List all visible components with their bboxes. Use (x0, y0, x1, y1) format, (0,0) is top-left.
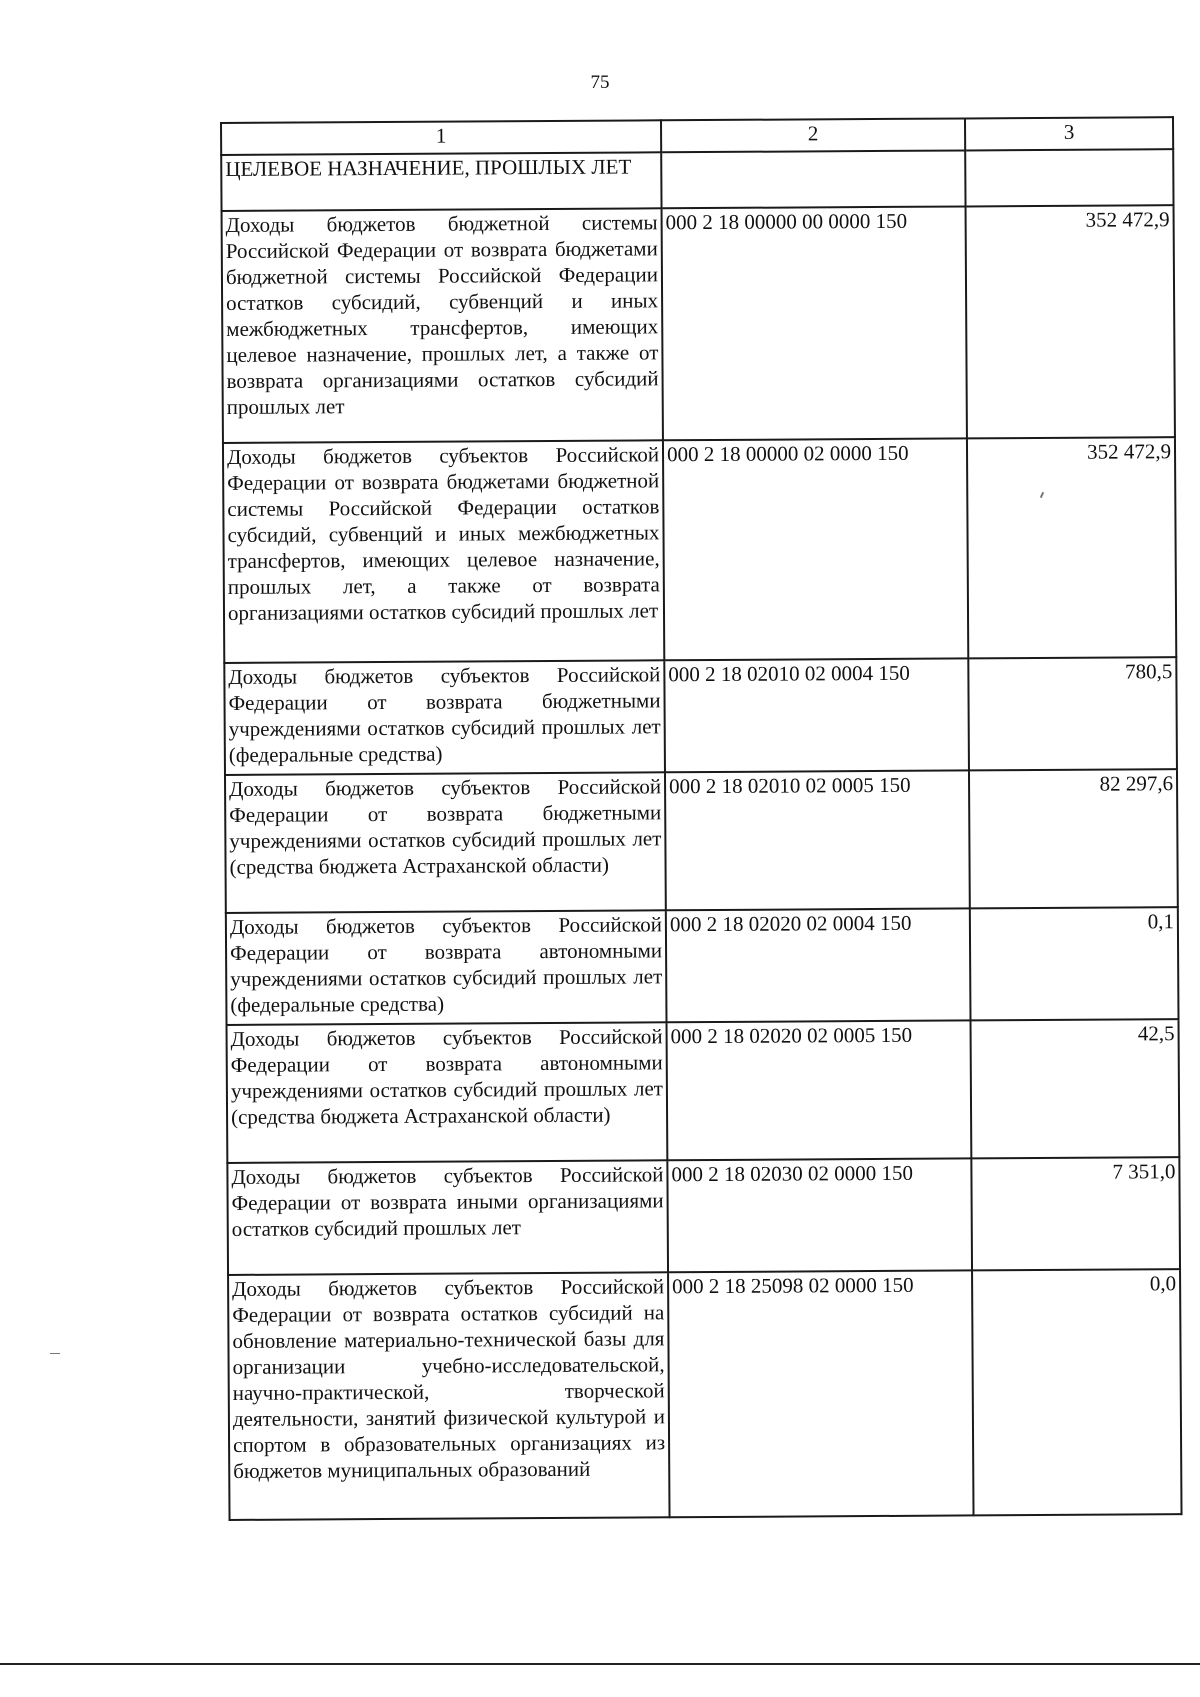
row-description: Доходы бюджетов субъектов Российской Федерации от возврата автономными учреждениями остатков субсидий прошлых лет (средства бюджета Астраханской области) (227, 1022, 668, 1163)
table-row (225, 769, 1178, 913)
row-sum (965, 149, 1173, 206)
bottom-rule (0, 1663, 1200, 1665)
scan-speck (50, 1353, 60, 1354)
row-description: Доходы бюджетов субъектов Российской Федерации от возврата бюджетными учреждениями остатков субсидий прошлых лет (федеральные средства) (224, 660, 665, 775)
header-col-3: 3 (965, 117, 1173, 150)
page-number: 75 (590, 72, 610, 93)
row-sum: 0,0 (972, 1269, 1181, 1515)
row-sum: 0,1 (970, 907, 1179, 1020)
row-description: ЦЕЛЕВОЕ НАЗНАЧЕНИЕ, ПРОШЛЫХ ЛЕТ (221, 152, 661, 211)
header-col-1: 1 (221, 120, 661, 155)
row-code: 000 2 18 02010 02 0004 150 (664, 658, 969, 772)
header-col-2: 2 (661, 118, 965, 152)
table-row (227, 1157, 1180, 1275)
row-code: 000 2 18 02020 02 0004 150 (666, 908, 971, 1022)
table-row (223, 437, 1176, 663)
row-sum: 7 351,0 (971, 1157, 1180, 1270)
row-description: Доходы бюджетов субъектов Российской Федерации от возврата бюджетными учреждениями остатков субсидий прошлых лет (средства бюджета Астраханской области) (225, 772, 666, 913)
row-sum: 352 472,9 (967, 437, 1176, 658)
row-code: 000 2 18 02030 02 0000 150 (667, 1158, 972, 1272)
row-description: Доходы бюджетов бюджетной системы Российской Федерации от возврата бюджетами бюджетной системы Российской Федерации остатков субсидий, субвенций и иных межбюджетных трансфертов, имеющих целевое назначение, прошлых лет, а также от возврата организациями остатков субсидий прошлых лет (222, 208, 663, 443)
row-code: 000 2 18 02010 02 0005 150 (665, 770, 970, 910)
table-row (221, 149, 1173, 211)
table-row (227, 1019, 1180, 1163)
table-row (224, 657, 1177, 775)
row-code: 000 2 18 25098 02 0000 150 (668, 1270, 973, 1517)
row-code (661, 150, 965, 208)
table-row (228, 1269, 1181, 1520)
row-description: Доходы бюджетов субъектов Российской Федерации от возврата остатков субсидий на обновление материально-технической базы для организации учебно-исследовательской, научно-практической, творческой деятельности, занятий физической культурой и спортом в образовательных организациях из бюджетов муниципальных образований (228, 1272, 669, 1520)
row-description: Доходы бюджетов субъектов Российской Федерации от возврата бюджетами бюджетной системы Российской Федерации остатков субсидий, субвенций и иных межбюджетных трансфертов, имеющих целевое назначение, прошлых лет, а также от возврата организациями остатков субсидий прошлых лет (223, 440, 664, 663)
row-sum: 780,5 (968, 657, 1177, 770)
row-description: Доходы бюджетов субъектов Российской Федерации от возврата иными организациями остатков субсидий прошлых лет (227, 1160, 668, 1275)
table-row (226, 907, 1179, 1025)
row-sum: 42,5 (971, 1019, 1180, 1158)
row-sum: 82 297,6 (969, 769, 1178, 908)
table-row (222, 205, 1175, 443)
row-code: 000 2 18 02020 02 0005 150 (667, 1020, 972, 1160)
budget-table (220, 116, 1183, 1521)
row-code: 000 2 18 00000 02 0000 150 (663, 438, 968, 660)
row-sum: 352 472,9 (966, 205, 1175, 438)
row-code: 000 2 18 00000 00 0000 150 (662, 206, 967, 440)
row-description: Доходы бюджетов субъектов Российской Федерации от возврата автономными учреждениями остатков субсидий прошлых лет (федеральные средства) (226, 910, 667, 1025)
